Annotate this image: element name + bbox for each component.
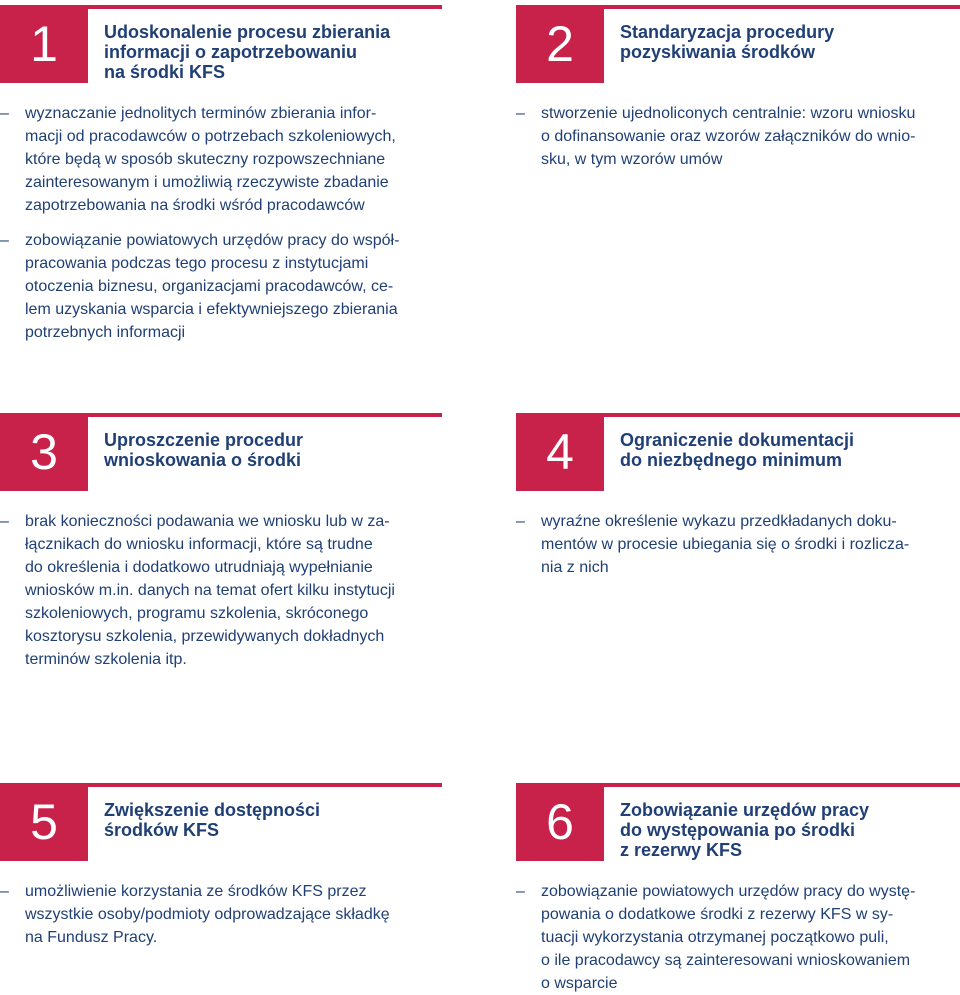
bullet-text-line: tuacji wykorzystania otrzymanej początkowo puli, — [541, 929, 889, 946]
bullet-text-line: na Fundusz Pracy. — [25, 929, 158, 946]
section-3 — [0, 413, 442, 671]
section-header — [0, 413, 442, 491]
section-number: 1 — [0, 5, 88, 83]
section-header — [516, 783, 960, 861]
bullet-text-line: które będą w sposób skuteczny rozpowszechniane — [25, 151, 386, 168]
bullet-text-line: otoczenia biznesu, organizacjami pracodawców, ce- — [25, 278, 394, 295]
section-title-line: pozyskiwania środków — [620, 42, 816, 62]
bullet-text-line: powania o dodatkowe środki z rezerwy KFS w sy- — [541, 906, 894, 923]
bullet-item — [516, 880, 960, 995]
section-number: 6 — [516, 783, 604, 861]
bullet-list — [516, 880, 960, 995]
section-title-line: do niezbędnego minimum — [620, 450, 843, 470]
bullet-text-line: zobowiązanie powiatowych urzędów pracy do współ- — [25, 232, 400, 249]
dash-bullet-icon: – — [0, 105, 9, 122]
section-number: 3 — [0, 413, 88, 491]
section-title — [104, 430, 436, 470]
bullet-text-line: mentów w procesie ubiegania się o środki i rozlicza- — [541, 536, 910, 553]
section-title — [620, 22, 954, 62]
section-title-line: wnioskowania o środki — [104, 450, 302, 470]
bullet-list — [516, 510, 960, 579]
dash-bullet-icon: – — [516, 513, 525, 530]
bullet-text-line: o dofinansowanie oraz wzorów załączników do wnio- — [541, 128, 916, 145]
bullet-text-line: umożliwienie korzystania ze środków KFS przez — [25, 883, 367, 900]
section-title — [620, 430, 954, 470]
section-title-line: na środki KFS — [104, 62, 226, 82]
section-2 — [516, 5, 960, 171]
bullet-text-line: stworzenie ujednoliconych centralnie: wzoru wniosku — [541, 105, 916, 122]
bullet-item — [0, 229, 442, 344]
bullet-list — [0, 880, 442, 949]
section-title-line: środków KFS — [104, 820, 220, 840]
bullet-text-line: potrzebnych informacji — [25, 324, 186, 341]
bullet-text-line: łącznikach do wniosku informacji, które są trudne — [25, 536, 373, 553]
dash-bullet-icon: – — [0, 883, 9, 900]
section-title-line: informacji o zapotrzebowaniu — [104, 42, 358, 62]
bullet-text-line: kosztorysu szkolenia, przewidywanych dokładnych — [25, 628, 385, 645]
section-5 — [0, 783, 442, 949]
section-title — [104, 22, 436, 82]
bullet-text-line: zainteresowanym i umożliwią rzeczywiste zbadanie — [25, 174, 389, 191]
section-title-line: Ograniczenie dokumentacji — [620, 430, 855, 450]
section-header — [0, 783, 442, 861]
bullet-text-line: wyraźne określenie wykazu przedkładanych doku- — [541, 513, 897, 530]
section-title-line: Uproszczenie procedur — [104, 430, 304, 450]
bullet-text-line: o wsparcie — [541, 975, 618, 992]
section-number: 5 — [0, 783, 88, 861]
bullet-item — [0, 102, 442, 217]
section-title-line: do występowania po środki — [620, 820, 856, 840]
bullet-text-line: szkoleniowych, programu szkolenia, skróconego — [25, 605, 369, 622]
section-number: 4 — [516, 413, 604, 491]
bullet-text-line: pracowania podczas tego procesu z instytucjami — [25, 255, 369, 272]
section-title-line: z rezerwy KFS — [620, 840, 743, 860]
dash-bullet-icon: – — [516, 105, 525, 122]
bullet-list — [516, 102, 960, 171]
section-6 — [516, 783, 960, 995]
bullet-item — [0, 880, 442, 949]
section-1 — [0, 5, 442, 344]
section-title — [104, 800, 436, 840]
dash-bullet-icon: – — [0, 232, 9, 249]
bullet-text-line: o ile pracodawcy są zainteresowani wnioskowaniem — [541, 952, 911, 969]
bullet-item — [516, 510, 960, 579]
section-title-line: Standaryzacja procedury — [620, 22, 835, 42]
section-title-line: Zobowiązanie urzędów pracy — [620, 800, 870, 820]
section-header — [516, 413, 960, 491]
section-4 — [516, 413, 960, 579]
bullet-text-line: nia z nich — [541, 559, 609, 576]
bullet-text-line: zobowiązanie powiatowych urzędów pracy do wystę- — [541, 883, 916, 900]
bullet-text-line: zapotrzebowania na środki wśród pracodawców — [25, 197, 365, 214]
bullet-text-line: wszystkie osoby/podmioty odprowadzające składkę — [25, 906, 390, 923]
bullet-list — [0, 102, 442, 344]
section-title-line: Udoskonalenie procesu zbierania — [104, 22, 391, 42]
section-header — [516, 5, 960, 83]
bullet-text-line: wniosków m.in. danych na temat ofert kilku instytucji — [25, 582, 395, 599]
bullet-text-line: sku, w tym wzorów umów — [541, 151, 723, 168]
bullet-text-line: wyznaczanie jednolitych terminów zbierania infor- — [25, 105, 377, 122]
bullet-list — [0, 510, 442, 671]
bullet-item — [0, 510, 442, 671]
bullet-text-line: brak konieczności podawania we wniosku lub w za- — [25, 513, 390, 530]
bullet-text-line: macji od pracodawców o potrzebach szkoleniowych, — [25, 128, 396, 145]
section-number: 2 — [516, 5, 604, 83]
dash-bullet-icon: – — [0, 513, 9, 530]
bullet-text-line: lem uzyskania wsparcia i efektywniejszego zbierania — [25, 301, 398, 318]
section-title — [620, 800, 954, 860]
dash-bullet-icon: – — [516, 883, 525, 900]
bullet-text-line: do określenia i dodatkowo utrudniają wypełnianie — [25, 559, 373, 576]
section-header — [0, 5, 442, 83]
bullet-item — [516, 102, 960, 171]
section-title-line: Zwiększenie dostępności — [104, 800, 321, 820]
bullet-text-line: terminów szkolenia itp. — [25, 651, 187, 668]
